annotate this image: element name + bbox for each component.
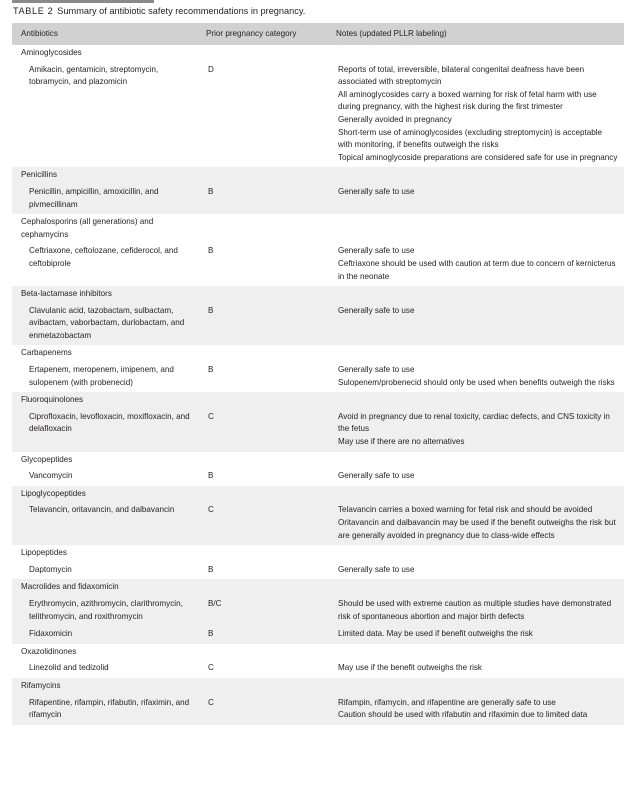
empty-cell <box>198 392 328 409</box>
class-row <box>12 345 624 362</box>
note-line: May use if the benefit outweighs the risk <box>338 663 482 673</box>
prior-category: B <box>208 471 214 481</box>
prior-category: C <box>198 695 328 725</box>
note-line: Should be used with extreme caution as multiple studies have demonstrated risk of spontaneous abortion and major birth defects <box>338 598 612 621</box>
drug-list: Erythromycin, azithromycin, clarithromycin, telithromycin, and roxithromycin <box>12 596 198 626</box>
class-row <box>12 167 624 184</box>
empty-cell <box>328 579 624 596</box>
empty-cell <box>328 644 624 661</box>
empty-cell <box>328 452 624 469</box>
class-row <box>12 452 624 469</box>
empty-cell <box>198 678 328 695</box>
note-line: Ceftriaxone should be used with caution at term due to concern of kernicterus in the neonate <box>338 258 616 281</box>
prior-category: B/C <box>198 596 328 626</box>
empty-cell <box>198 545 328 562</box>
class-row <box>12 214 624 243</box>
empty-cell <box>328 678 624 695</box>
prior-category: B <box>208 365 214 375</box>
class-row <box>12 579 624 596</box>
notes-cell <box>328 626 624 644</box>
header-row <box>12 23 624 45</box>
class-name: Penicillins <box>12 167 198 184</box>
drug-list: Ciprofloxacin, levofloxacin, moxifloxacin, and delafloxacin <box>12 409 198 452</box>
empty-cell <box>198 486 328 503</box>
header-prior-category: Prior pregnancy category <box>198 23 328 45</box>
notes-cell <box>328 409 624 452</box>
header-notes: Notes (updated PLLR labeling) <box>328 23 624 45</box>
note-line: Generally safe to use <box>338 365 415 375</box>
drug-row <box>12 303 624 346</box>
drug-list: Penicillin, ampicillin, amoxicillin, and pivmecillinam <box>12 184 198 214</box>
class-row <box>12 45 624 62</box>
empty-cell <box>328 486 624 503</box>
note-line: May use if there are no alternatives <box>338 437 465 447</box>
empty-cell <box>198 45 328 62</box>
class-name: Carbapenems <box>21 348 72 358</box>
note-line: Avoid in pregnancy due to renal toxicity, cardiac defects, and CNS toxicity in the fetus <box>338 411 610 434</box>
notes-cell <box>328 62 624 168</box>
prior-category: B <box>198 184 328 214</box>
empty-cell <box>198 452 328 469</box>
drug-list: Rifapentine, rifampin, rifabutin, rifaximin, and rifamycin <box>12 695 198 725</box>
note-line: Generally avoided in pregnancy <box>338 114 452 124</box>
notes-cell <box>328 596 624 626</box>
notes-cell <box>328 695 624 725</box>
note-line: Sulopenem/probenecid should only be used when benefits outweigh the risks <box>338 377 615 387</box>
class-name: Fluoroquinolones <box>12 392 198 409</box>
drug-list: Telavancin, oritavancin, and dalbavancin <box>12 502 198 545</box>
class-name: Lipoglycopeptides <box>12 486 198 503</box>
drug-list: Vancomycin <box>29 471 73 481</box>
drug-row <box>12 468 624 486</box>
note-line: All aminoglycosides carry a boxed warning for risk of fetal harm with use during pregnancy, with the highest risk during the first trimester <box>338 89 597 112</box>
empty-cell <box>328 545 624 562</box>
drug-row <box>12 362 624 392</box>
note-line: Oritavancin and dalbavancin may be used if the benefit outweighs the risk but are generally avoided in pregnancy due to class-wide effects <box>338 518 616 540</box>
drug-row <box>12 243 624 286</box>
drug-list: Ertapenem, meropenem, imipenem, and sulopenem (with probenecid) <box>29 365 174 387</box>
drug-row <box>12 562 624 580</box>
note-line: Caution should be used with rifabutin and rifaximin due to limited data <box>338 710 588 720</box>
empty-cell <box>328 392 624 409</box>
class-name: Oxazolidinones <box>21 646 77 656</box>
notes-cell <box>328 362 624 392</box>
class-row <box>12 286 624 303</box>
caption-rule <box>12 0 154 3</box>
prior-category: D <box>208 64 214 74</box>
empty-cell <box>328 45 624 62</box>
empty-cell <box>328 167 624 184</box>
notes-cell <box>328 468 624 486</box>
note-line: Short-term use of aminoglycosides (excluding streptomycin) is acceptable with monitoring, if benefits outweigh the risks <box>338 127 603 150</box>
class-row <box>12 678 624 695</box>
drug-list: Fidaxomicin <box>12 626 198 644</box>
empty-cell <box>198 286 328 303</box>
note-line: Generally safe to use <box>338 186 415 196</box>
notes-cell <box>328 562 624 580</box>
drug-list: Clavulanic acid, tazobactam, sulbactam, avibactam, vaborbactam, durlobactam, and enmetazobactam <box>12 303 198 346</box>
drug-row <box>12 62 624 168</box>
prior-category: C <box>198 502 328 545</box>
table-label: TABLE 2 <box>13 6 54 16</box>
antibiotic-safety-table <box>12 23 624 725</box>
empty-cell <box>198 345 328 362</box>
prior-category: B <box>198 303 328 346</box>
table-title: Summary of antibiotic safety recommendations in pregnancy. <box>57 6 306 16</box>
note-line: Topical aminoglycoside preparations are considered safe for use in pregnancy <box>338 152 618 162</box>
drug-row <box>12 695 624 725</box>
class-name: Lipopeptides <box>21 548 67 558</box>
empty-cell <box>198 167 328 184</box>
class-name: Aminoglycosides <box>21 48 82 57</box>
drug-list: Daptomycin <box>29 564 72 574</box>
note-line: Telavancin carries a boxed warning for fetal risk and should be avoided <box>338 505 593 515</box>
empty-cell <box>198 214 328 243</box>
notes-cell <box>328 303 624 346</box>
class-row <box>12 644 624 661</box>
note-line: Rifampin, rifamycin, and rifapentine are generally safe to use <box>338 697 556 707</box>
drug-row <box>12 409 624 452</box>
class-row <box>12 545 624 562</box>
class-name: Glycopeptides <box>21 454 73 464</box>
note-line: Reports of total, irreversible, bilateral congenital deafness have been associated with streptomycin <box>338 64 585 87</box>
class-name: Macrolides and fidaxomicin <box>12 579 198 596</box>
empty-cell <box>328 345 624 362</box>
table-body <box>12 45 624 725</box>
prior-category: B <box>208 246 214 256</box>
drug-list: Ceftriaxone, ceftolozane, cefiderocol, and ceftobiprole <box>29 246 178 268</box>
class-row <box>12 392 624 409</box>
drug-row <box>12 596 624 626</box>
class-name: Rifamycins <box>12 678 198 695</box>
notes-cell <box>328 243 624 286</box>
drug-list: Amikacin, gentamicin, streptomycin, tobramycin, and plazomicin <box>29 64 159 87</box>
drug-row <box>12 626 624 644</box>
notes-cell <box>328 184 624 214</box>
empty-cell <box>328 214 624 243</box>
note-line: Generally safe to use <box>338 305 415 315</box>
drug-list: Linezolid and tedizolid <box>29 663 109 673</box>
empty-cell <box>198 579 328 596</box>
class-row <box>12 486 624 503</box>
note-line: Generally safe to use <box>338 246 415 256</box>
note-line: Generally safe to use <box>338 564 415 574</box>
drug-row <box>12 184 624 214</box>
class-name: Beta-lactamase inhibitors <box>12 286 198 303</box>
drug-row <box>12 502 624 545</box>
notes-cell <box>328 660 624 678</box>
table-caption <box>13 6 305 16</box>
prior-category: B <box>198 626 328 644</box>
empty-cell <box>328 286 624 303</box>
prior-category: C <box>198 409 328 452</box>
empty-cell <box>198 644 328 661</box>
note-line: Generally safe to use <box>338 471 415 481</box>
notes-cell <box>328 502 624 545</box>
prior-category: B <box>208 564 214 574</box>
note-line: Limited data. May be used if benefit outweighs the risk <box>338 629 533 639</box>
prior-category: C <box>208 663 214 673</box>
drug-row <box>12 660 624 678</box>
header-antibiotics: Antibiotics <box>12 23 198 45</box>
class-name: Cephalosporins (all generations) and cephamycins <box>21 217 154 239</box>
